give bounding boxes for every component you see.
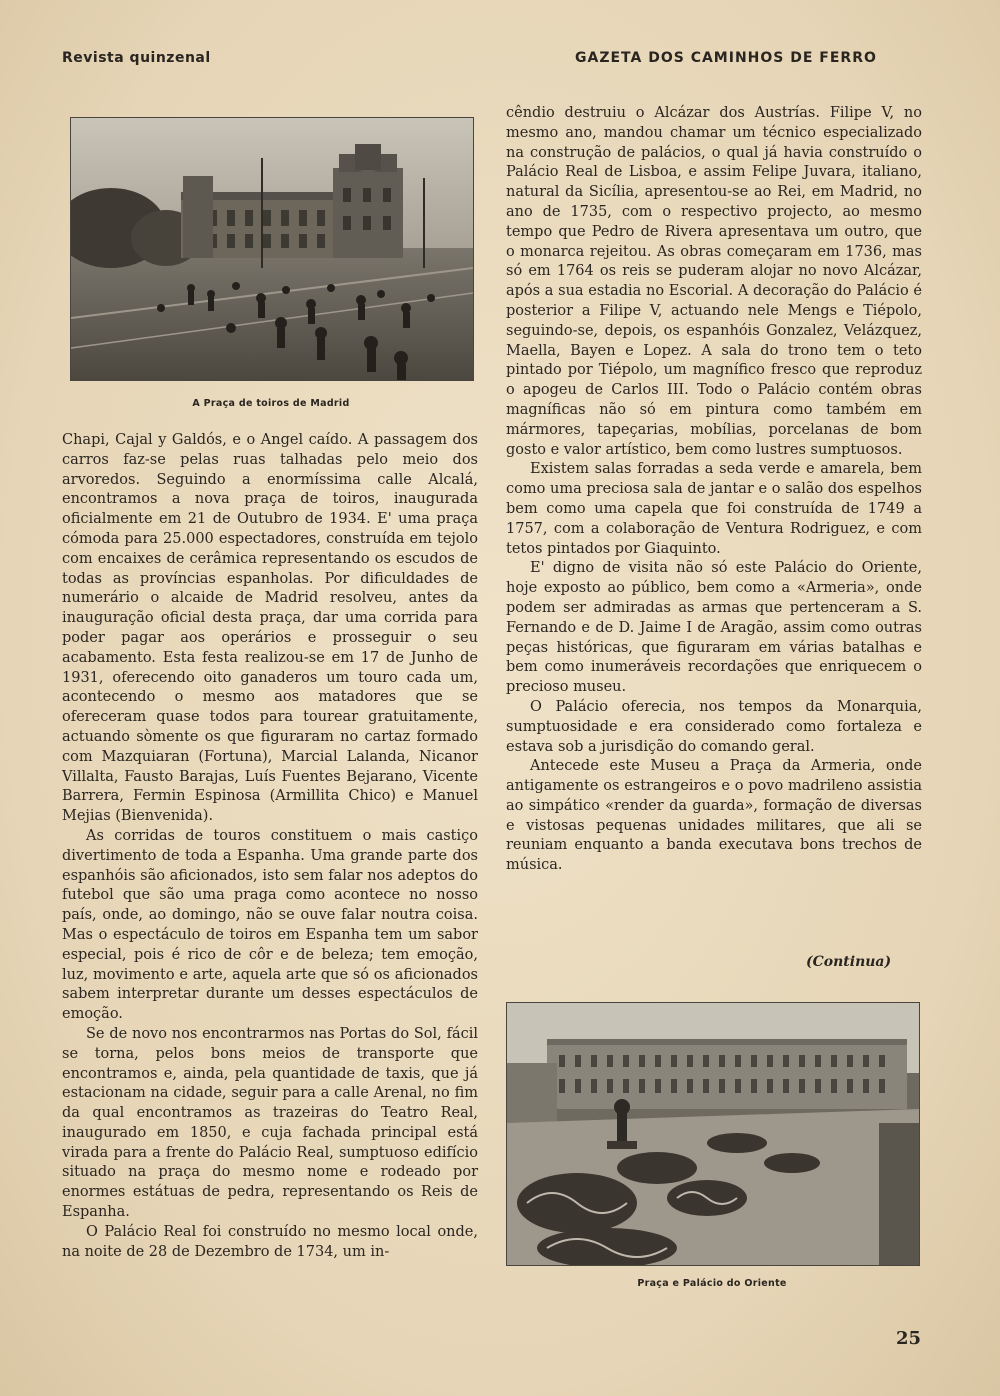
paragraph: Se de novo nos encontrarmos nas Portas do Sol, fácil se torna, pelos bons meios de transporte que encontramos e, ainda, pela quantidade de taxis, que já estacionam na cidade, seguir para a calle Arenal, no fim da qual encontramos as trazeiras do Teatro Real, inaugurado em 1850, e cuja fachada principal está virada para a frente do Palácio Real, sumptuoso edifício situado na praça do mesmo nome e rodeado por enormes estátuas de pedra, representando os Reis de Espanha. xyxy=(62,1025,478,1221)
paragraph: Antecede este Museu a Praça da Armeria, onde antigamente os estrangeiros e o povo madrileno assistia ao simpático «render da guarda», formação de diversas e vistosas pequenas unidades militares, que ali se reuniam enquanto a banda executava bons trechos de música. xyxy=(506,758,922,874)
paragraph: O Palácio Real foi construído no mesmo local onde, na noite de 28 de Dezembro de 1734, um in- xyxy=(62,1223,478,1260)
paragraph: Chapi, Cajal y Galdós, e o Angel caído. A passagem dos carros faz-se pelas ruas talhadas pelo meio dos arvoredos. Seguindo a enormíssima calle Alcalá, encontramos a nova praça de toiros, inaugurada oficialmente em 21 de Outubro de 1934. E' uma praça cómoda para 25.000 espectadores, construída em tejolo com encaixes de cerâmica representando os escudos de todas as províncias espanholas. Por dificuldades de numerário o alcaide de Madrid resolveu, antes da inauguração oficial desta praça, dar uma corrida para poder pagar aos operários e prosseguir o seu acabamento. Esta festa realizou-se em 17 de Junho de 1931, oferecendo oito ganaderos um touro cada um, acontecendo o mesmo aos matadores que se ofereceram quase todos para tourear gratuitamente, actuando sòmente os que figuraram no cartaz formado com Mazquiaran (Fortuna), Marcial Lalanda, Nicanor Villalta, Fausto Barajas, Luís Fuentes Bejarano, Vicente Barrera, Fermin Espinosa (Armillita Chico) e Manuel Mejias (Bienvenida). xyxy=(62,432,478,825)
running-header-left: Revista quinzenal xyxy=(62,50,211,66)
palace-photo-caption: Praça e Palácio do Oriente xyxy=(637,1278,787,1289)
left-column xyxy=(62,431,478,1262)
paragraph: cêndio destruiu o Alcázar dos Austrías. Filipe V, no mesmo ano, mandou chamar um técnico especializado na construção de palácios, o qual já havia construído o Palácio Real de Lisboa, e assim Felipe Juvara, italiano, natural da Sicília, apresentou-se ao Rei, em Madrid, no ano de 1735, com o respectivo projecto, ao mesmo tempo que Pedro de Rivera apresentava um outro, que o monarca rejeitou. As obras começaram em 1736, mas só em 1764 os reis se puderam alojar no novo Alcázar, após a sua estadia no Escorial. A decoração do Palácio é posterior a Filipe V, actuando nele Mengs e Tiépolo, seguindo-se, depois, os espanhóis Gonzalez, Velázquez, Maella, Bayen e Lopez. A sala do trono tem o teto pintado por Tiépolo, um magnífico fresco que reproduz o apogeu de Carlos III. Todo o Palácio contém obras magníficas não só em pintura como também em mármores, tapeçarias, mobílias, porcelanas de bom gosto e valor artístico, bem como lustres sumptuosos. xyxy=(506,105,922,458)
right-column xyxy=(506,104,922,876)
paragraph: As corridas de touros constituem o mais castiço divertimento de toda a Espanha. Uma grande parte dos espanhóis são aficionados, isto sem falar nos adeptos do futebol que são uma praga como acontece no nosso país, onde, ao domingo, não se ouve falar noutra coisa. Mas o espectáculo de toiros em Espanha tem um sabor especial, pois é rico de côr e de beleza; tem emoção, luz, movimento e arte, aquela arte que só os aficionados sabem interpretar durante um desses espectáculos de emoção. xyxy=(62,827,478,1023)
palace-photo-image xyxy=(507,1003,919,1265)
bullring-photo-image xyxy=(71,118,473,380)
paragraph: Existem salas forradas a seda verde e amarela, bem como uma preciosa sala de jantar e o salão dos espelhos bem como uma capela que foi construída de 1749 a 1757, com a colaboração de Ventura Rodriguez, e com tetos pintados por Giaquinto. xyxy=(506,461,922,557)
bullring-photo xyxy=(70,117,474,381)
bullring-photo-caption: A Praça de toiros de Madrid xyxy=(192,398,350,409)
continued-note: (Continua) xyxy=(806,954,892,970)
paragraph: E' digno de visita não só este Palácio do Oriente, hoje exposto ao público, bem como a «Armeria», onde podem ser admiradas as armas que pertenceram a S. Fernando e de D. Jaime I de Aragão, assim como outras peças históricas, que figuraram em várias batalhas e bem como inumeráveis recordações que enriquecem o precioso museu. xyxy=(506,560,922,696)
paragraph: O Palácio oferecia, nos tempos da Monarquia, sumptuosidade e era considerado como fortaleza e estava sob a jurisdição do comando geral. xyxy=(506,698,922,755)
page-number: 25 xyxy=(896,1328,922,1349)
running-header-right: GAZETA DOS CAMINHOS DE FERRO xyxy=(575,50,877,66)
palace-photo xyxy=(506,1002,920,1266)
